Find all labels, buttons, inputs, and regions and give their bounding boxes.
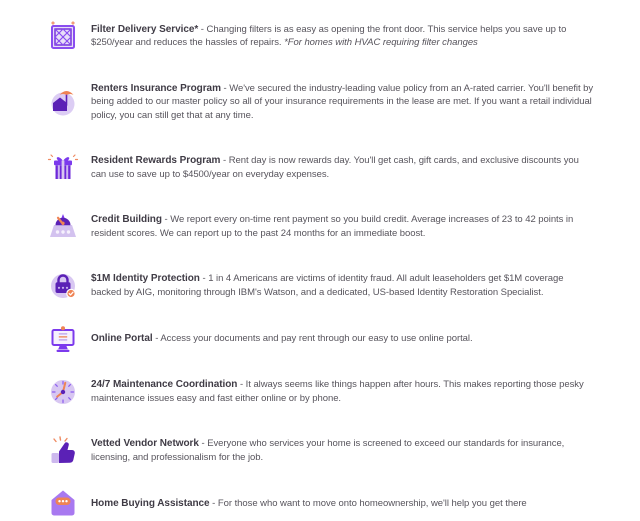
feature-title: $1M Identity Protection [91, 273, 200, 284]
feature-footnote: *For homes with HVAC requiring filter changes [284, 37, 478, 48]
credit-gauge-icon [46, 210, 80, 244]
online-portal-monitor-icon [46, 322, 80, 356]
feature-title: 24/7 Maintenance Coordination [91, 379, 238, 390]
feature-title: Renters Insurance Program [91, 82, 221, 94]
feature-description: 1 in 4 Americans are victims of identity fraud. All adult leaseholders get $1M coverage backed by AIG, monitoring through IBM's Watson, and a dedicated, US-based Identity Restoration Specialist. [91, 273, 564, 298]
feature-description: It always seems like things happen after hours. This makes reporting those pesky maintenance issues easy and fast either online or by phone. [91, 379, 584, 404]
separator-dash: - [164, 214, 168, 225]
feature-description: Rent day is now rewards day. You'll get cash, gift cards, and exclusive discounts you can use to save up to $4500/year on everyday expenses. [91, 155, 579, 180]
identity-lock-icon [46, 269, 80, 303]
feature-description: Everyone who services your home is screened to exceed our standards for insurance, licensing, and professionalism for the job. [91, 438, 565, 463]
feature-title: Resident Rewards Program [91, 155, 221, 166]
feature-text [91, 272, 596, 299]
separator-dash: - [223, 155, 227, 166]
separator-dash: - [200, 23, 204, 35]
feature-description: Changing filters is as easy as opening the front door. This service helps you save up to $250/year and reduces the hassles of repairs. [91, 23, 567, 48]
air-filter-icon [46, 19, 80, 53]
separator-dash: - [201, 438, 205, 449]
feature-description: Access your documents and pay rent through our easy to use online portal. [160, 332, 473, 344]
feature-item-vetted-vendor [46, 428, 596, 474]
feature-item-identity-protection [46, 263, 596, 309]
separator-dash: - [155, 332, 159, 344]
feature-item-home-buying [46, 487, 596, 521]
feature-title: Filter Delivery Service* [91, 23, 199, 35]
feature-text [91, 437, 596, 464]
clock-icon [46, 375, 80, 409]
feature-description: For those who want to move onto homeownership, we'll help you get there [217, 497, 527, 509]
feature-description: We report every on-time rent payment so you build credit. Average increases of 23 to 42 points in resident scores. We can report up to the past 24 months for an immediate boost. [91, 214, 574, 239]
thumbs-up-icon [46, 434, 80, 468]
feature-item-resident-rewards [46, 145, 596, 191]
feature-text [91, 154, 596, 181]
feature-item-online-portal [46, 322, 596, 356]
separator-dash: - [223, 82, 227, 94]
feature-text [91, 497, 596, 511]
feature-item-maintenance-coordination [46, 369, 596, 415]
feature-title: Vetted Vendor Network [91, 438, 199, 449]
feature-text [91, 213, 596, 240]
separator-dash: - [202, 273, 206, 284]
feature-item-renters-insurance [46, 72, 596, 132]
house-icon [46, 487, 80, 521]
feature-item-filter-delivery [46, 13, 596, 59]
feature-item-credit-building [46, 204, 596, 250]
feature-title: Home Buying Assistance [91, 497, 210, 509]
feature-text [91, 23, 596, 50]
feature-title: Credit Building [91, 214, 162, 225]
feature-text [91, 82, 596, 123]
feature-description: We've secured the industry-leading value policy from an A-rated carrier. You'll benefit by being added to our master policy so all of your insurance requirements in the lease are met. If you want a retail individual policy, you can still get that at any time. [91, 82, 594, 121]
feature-title: Online Portal [91, 332, 153, 344]
separator-dash: - [212, 497, 216, 509]
feature-text [91, 332, 596, 346]
gift-icon [46, 151, 80, 185]
separator-dash: - [239, 379, 244, 390]
feature-text [91, 378, 596, 405]
umbrella-house-icon [46, 85, 80, 119]
